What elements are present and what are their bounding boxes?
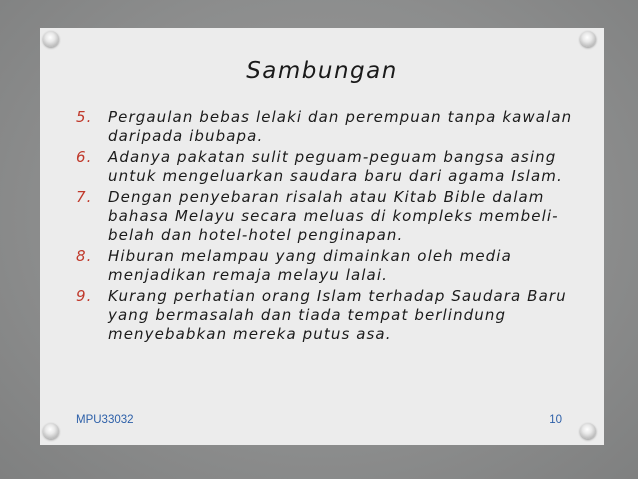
- list-item: [76, 148, 576, 185]
- list-item-text: Hiburan melampau yang dimainkan oleh media menjadikan remaja melayu lalai.: [108, 247, 512, 284]
- list-item: [76, 108, 576, 145]
- list-item: [76, 247, 576, 284]
- corner-rivet-icon: [580, 31, 596, 47]
- list-item-text: Kurang perhatian orang Islam terhadap Saudara Baru yang bermasalah dan tiada tempat berlindung menyebabkan mereka putus asa.: [108, 287, 567, 343]
- list-item-number: 7.: [76, 188, 93, 207]
- corner-rivet-icon: [43, 31, 59, 47]
- list-item-text: Pergaulan bebas lelaki dan perempuan tanpa kawalan daripada ibubapa.: [108, 108, 573, 145]
- list-item-text: Adanya pakatan sulit peguam-peguam bangsa asing untuk mengeluarkan saudara baru dari agama Islam.: [108, 148, 563, 185]
- list-item-number: 5.: [76, 108, 93, 126]
- corner-rivet-icon: [43, 423, 59, 439]
- list-item: [76, 188, 576, 244]
- page-number: 10: [549, 414, 562, 426]
- course-code: MPU33032: [76, 414, 134, 426]
- list-item-number: 6.: [76, 148, 93, 167]
- list-item-number: 8.: [76, 247, 93, 266]
- numbered-list: [76, 108, 576, 346]
- list-item-number: 9.: [76, 287, 93, 306]
- corner-rivet-icon: [580, 423, 596, 439]
- list-item-text: Dengan penyebaran risalah atau Kitab Bible dalam bahasa Melayu secara meluas di kompleks membeli-belah dan hotel-hotel penginapan.: [108, 188, 559, 244]
- slide-title: Sambungan: [246, 58, 398, 84]
- list-item: [76, 287, 576, 343]
